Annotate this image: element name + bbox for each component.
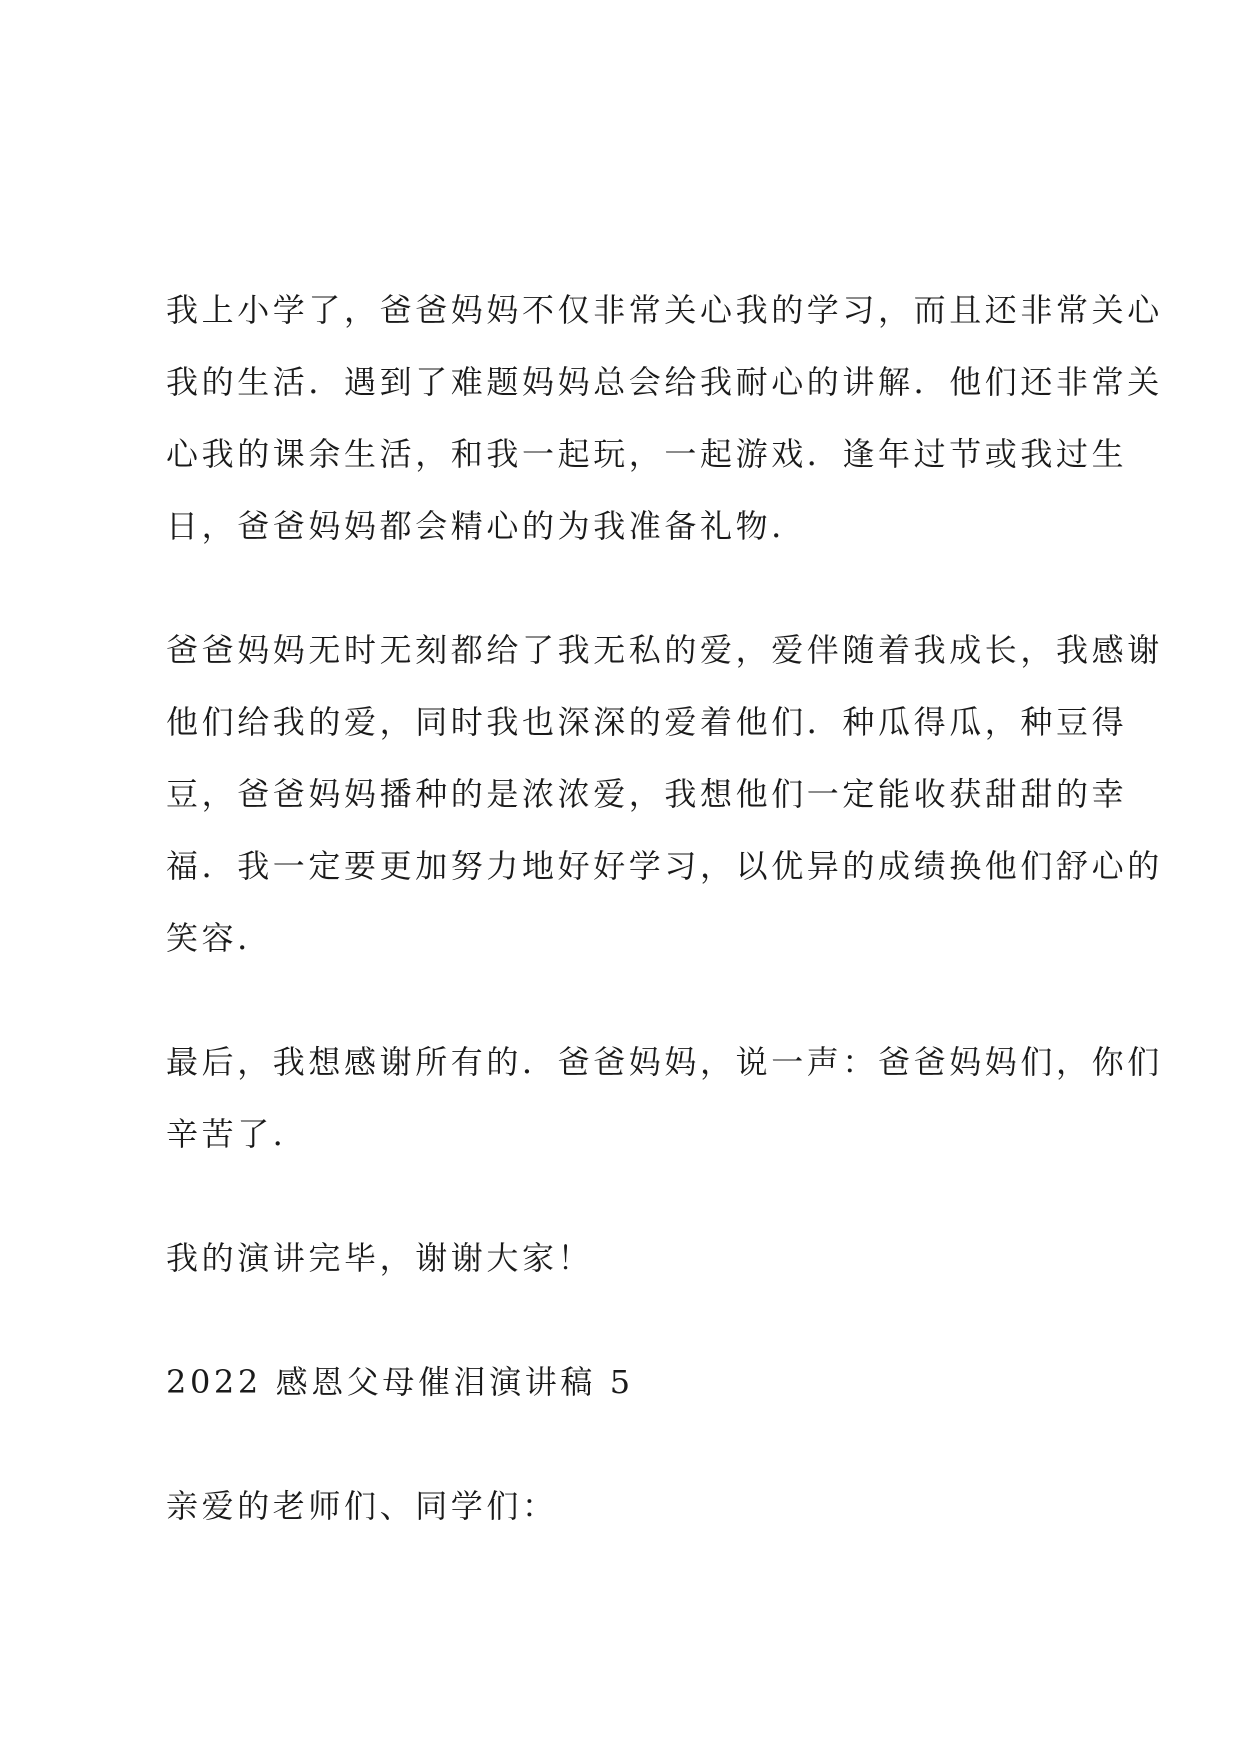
paragraph-1-line-3: 心我的课余生活，和我一起玩，一起游戏．逢年过节或我过生: [166, 435, 1128, 473]
paragraph-3-line-1: 最后，我想感谢所有的．爸爸妈妈，说一声：爸爸妈妈们，你们: [166, 1043, 1163, 1081]
paragraph-2-line-2: 他们给我的爱，同时我也深深的爱着他们．种瓜得瓜，种豆得: [166, 703, 1128, 741]
paragraph-1-line-4: 日，爸爸妈妈都会精心的为我准备礼物．: [166, 507, 807, 545]
greeting-line: 亲爱的老师们、同学们：: [166, 1487, 558, 1525]
paragraph-2-line-4: 福．我一定要更加努力地好好学习，以优异的成绩换他们舒心的: [166, 847, 1163, 885]
paragraph-2-line-3: 豆，爸爸妈妈播种的是浓浓爱，我想他们一定能收获甜甜的幸: [166, 775, 1128, 813]
paragraph-1-line-1: 我上小学了，爸爸妈妈不仅非常关心我的学习，而且还非常关心: [166, 291, 1163, 329]
closing-line: 我的演讲完毕，谢谢大家！: [166, 1239, 594, 1277]
paragraph-2-line-5: 笑容．: [166, 919, 273, 957]
paragraph-2-line-1: 爸爸妈妈无时无刻都给了我无私的爱，爱伴随着我成长，我感谢: [166, 631, 1163, 669]
speech-title: 2022 感恩父母催泪演讲稿 5: [166, 1363, 634, 1401]
paragraph-3-line-2: 辛苦了．: [166, 1115, 309, 1153]
paragraph-1-line-2: 我的生活．遇到了难题妈妈总会给我耐心的讲解．他们还非常关: [166, 363, 1163, 401]
